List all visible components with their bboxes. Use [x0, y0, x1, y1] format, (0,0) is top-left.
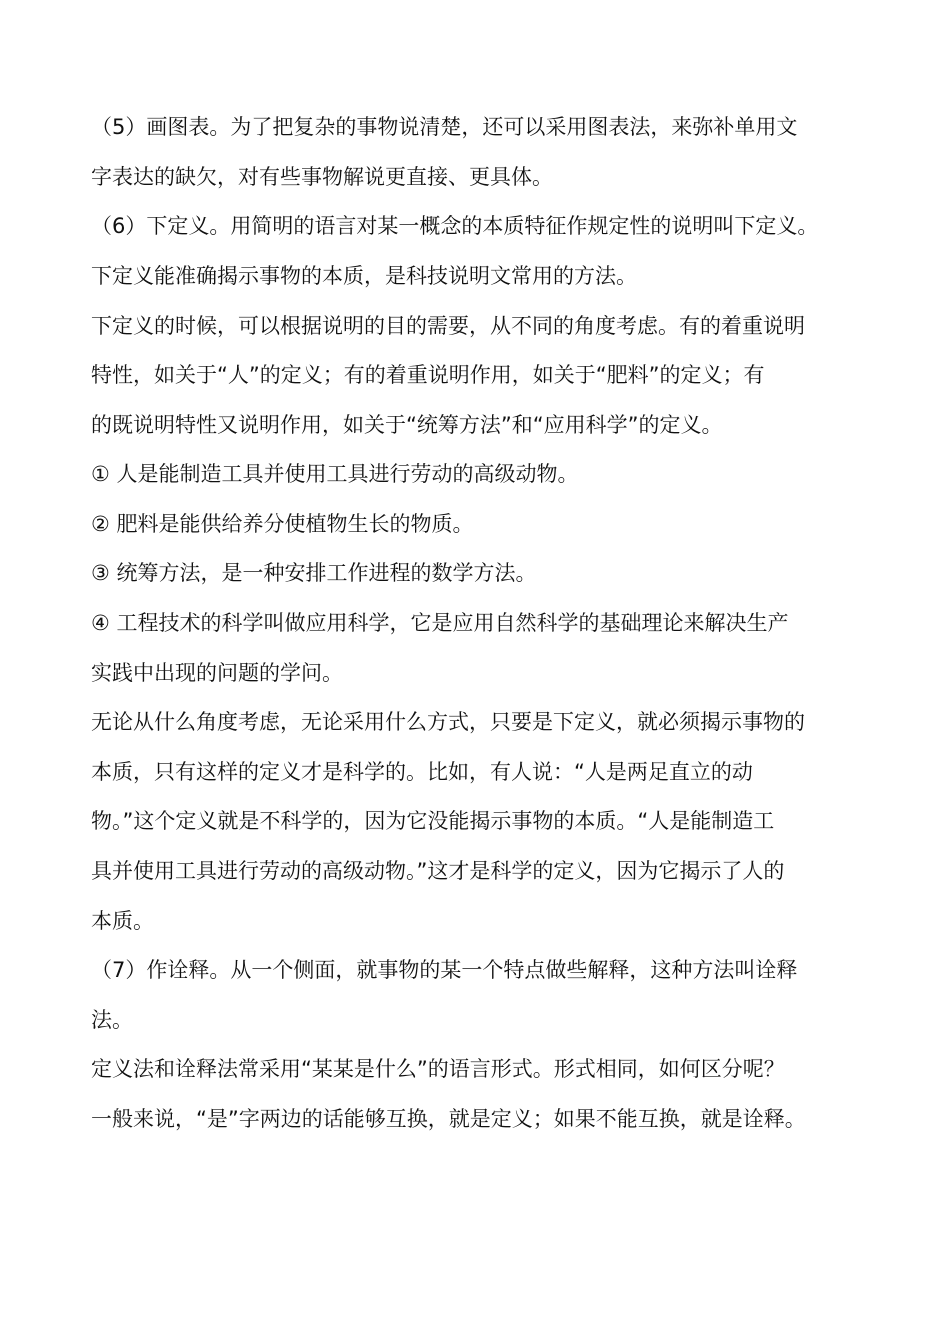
text-line: 的既说明特性又说明作用，如关于“统筹方法”和“应用科学”的定义。	[91, 413, 723, 437]
text-line: 下定义的时候，可以根据说明的目的需要，从不同的角度考虑。有的着重说明	[91, 314, 805, 338]
text-line: 定义法和诠释法常采用“某某是什么”的语言形式。形式相同，如何区分呢？	[91, 1057, 785, 1081]
list-item-3: ③ 统筹方法，是一种安排工作进程的数学方法。	[91, 561, 537, 585]
text-line: 下定义能准确揭示事物的本质，是科技说明文常用的方法。	[91, 264, 637, 288]
text-line: 本质。	[91, 909, 154, 933]
text-line: （5）画图表。为了把复杂的事物说清楚，还可以采用图表法，来弥补单用文	[91, 115, 798, 139]
text-line: 无论从什么角度考虑，无论采用什么方式，只要是下定义，就必须揭示事物的	[91, 710, 805, 734]
text-line: 字表达的缺欠，对有些事物解说更直接、更具体。	[91, 165, 553, 189]
list-item-4: ④ 工程技术的科学叫做应用科学，它是应用自然科学的基础理论来解决生产	[91, 611, 789, 635]
text-line: （7）作诠释。从一个侧面，就事物的某一个特点做些解释，这种方法叫诠释	[91, 958, 798, 982]
text-line: （6）下定义。用简明的语言对某一概念的本质特征作规定性的说明叫下定义。	[91, 214, 819, 238]
text-line: 法。	[91, 1008, 133, 1032]
list-item-2: ② 肥料是能供给养分使植物生长的物质。	[91, 512, 474, 536]
text-line: 特性，如关于“人”的定义；有的着重说明作用，如关于“肥料”的定义；有	[91, 363, 765, 387]
list-item-1: ① 人是能制造工具并使用工具进行劳动的高级动物。	[91, 462, 579, 486]
text-line: 物。”这个定义就是不科学的，因为它没能揭示事物的本质。“人是能制造工	[91, 809, 775, 833]
text-line: 实践中出现的问题的学问。	[91, 661, 343, 685]
text-line: 一般来说，“是”字两边的话能够互换，就是定义；如果不能互换，就是诠释。	[91, 1107, 806, 1131]
text-line: 具并使用工具进行劳动的高级动物。”这才是科学的定义，因为它揭示了人的	[91, 859, 785, 883]
text-line: 本质，只有这样的定义才是科学的。比如，有人说：“人是两足直立的动	[91, 760, 753, 784]
